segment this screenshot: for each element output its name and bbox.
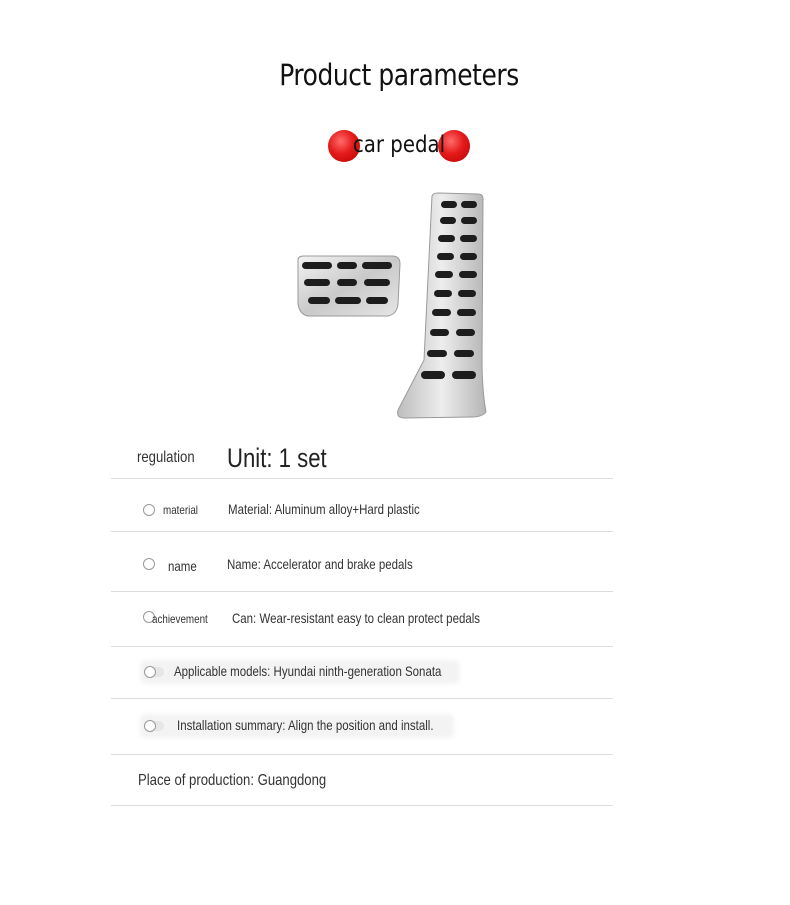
name-value: Name: Accelerator and brake pedals <box>227 556 413 572</box>
achievement-label: achievement <box>152 612 208 626</box>
models-value: Applicable models: Hyundai ninth-generation Sonata <box>174 663 442 679</box>
divider <box>111 805 613 806</box>
brake-pedal-grips <box>302 262 392 304</box>
product-badge <box>326 126 472 166</box>
unit-value: Unit: 1 set <box>227 443 327 473</box>
material-value: Material: Aluminum alloy+Hard plastic <box>228 501 420 517</box>
regulation-label: regulation <box>137 449 195 466</box>
divider <box>111 531 613 532</box>
page-title: Product parameters <box>279 58 519 92</box>
divider <box>111 646 613 647</box>
achievement-value: Can: Wear-resistant easy to clean protect pedals <box>232 610 481 626</box>
badge-label: car pedal <box>352 132 446 158</box>
material-label: material <box>163 503 199 517</box>
divider <box>111 698 613 699</box>
install-value: Installation summary: Align the position and install. <box>177 717 434 733</box>
car-pedals-image <box>292 190 492 422</box>
toggle-icon <box>144 667 164 677</box>
radio-icon <box>143 558 155 570</box>
name-label: name <box>168 558 197 574</box>
production-value: Place of production: Guangdong <box>138 772 327 789</box>
radio-icon <box>143 504 155 516</box>
divider <box>111 478 613 479</box>
divider <box>111 591 613 592</box>
accelerator-pedal-plate <box>398 193 486 418</box>
toggle-icon <box>144 721 164 731</box>
divider <box>111 754 613 755</box>
